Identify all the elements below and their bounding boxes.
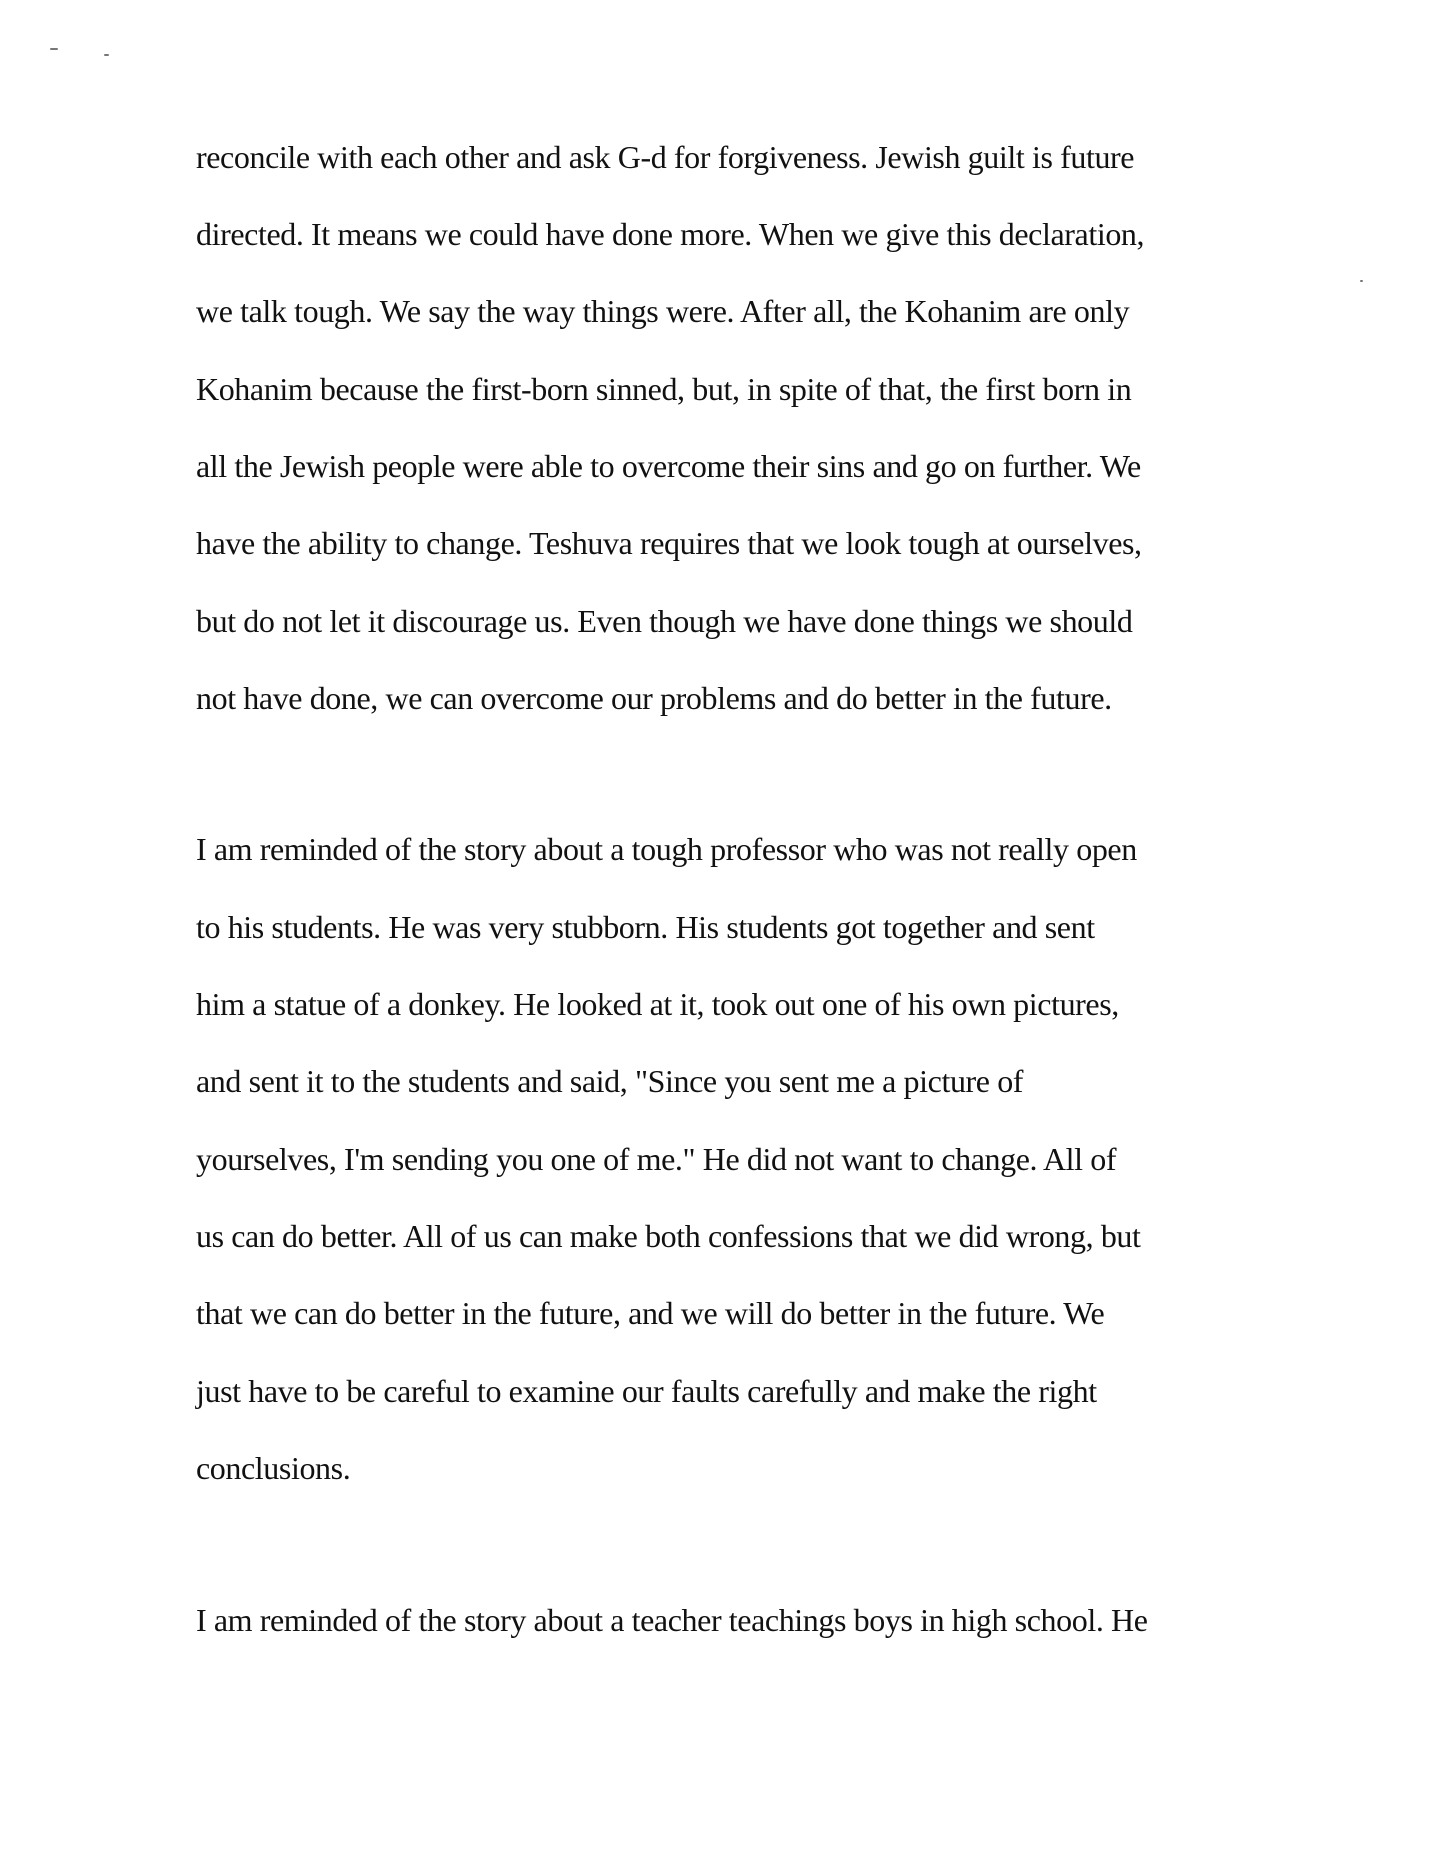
- text-line: directed. It means we could have done more. When we give this declaration,: [196, 216, 1145, 252]
- text-line: Kohanim because the first-born sinned, but, in spite of that, the first born in: [196, 371, 1132, 407]
- scan-speck: [50, 48, 58, 50]
- text-line: yourselves, I'm sending you one of me." He did not want to change. All of: [196, 1141, 1117, 1177]
- text-line: and sent it to the students and said, "Since you sent me a picture of: [196, 1063, 1024, 1099]
- scan-speck: [1360, 280, 1363, 282]
- text-line: not have done, we can overcome our problems and do better in the future.: [196, 680, 1112, 716]
- text-line: reconcile with each other and ask G-d for forgiveness. Jewish guilt is future: [196, 139, 1135, 175]
- text-line: we talk tough. We say the way things were. After all, the Kohanim are only: [196, 293, 1130, 329]
- text-line: just have to be careful to examine our faults carefully and make the right: [196, 1373, 1097, 1409]
- text-line: I am reminded of the story about a teacher teachings boys in high school. He: [196, 1602, 1148, 1638]
- text-line: him a statue of a donkey. He looked at it, took out one of his own pictures,: [196, 986, 1119, 1022]
- text-line: that we can do better in the future, and we will do better in the future. We: [196, 1295, 1105, 1331]
- text-line: all the Jewish people were able to overcome their sins and go on further. We: [196, 448, 1141, 484]
- text-line: have the ability to change. Teshuva requires that we look tough at ourselves,: [196, 525, 1142, 561]
- scan-speck: [104, 54, 109, 56]
- text-line: but do not let it discourage us. Even though we have done things we should: [196, 603, 1133, 639]
- text-line: I am reminded of the story about a tough professor who was not really open: [196, 831, 1137, 867]
- text-line: to his students. He was very stubborn. His students got together and sent: [196, 909, 1095, 945]
- text-line: us can do better. All of us can make both confessions that we did wrong, but: [196, 1218, 1141, 1254]
- text-line: conclusions.: [196, 1450, 351, 1486]
